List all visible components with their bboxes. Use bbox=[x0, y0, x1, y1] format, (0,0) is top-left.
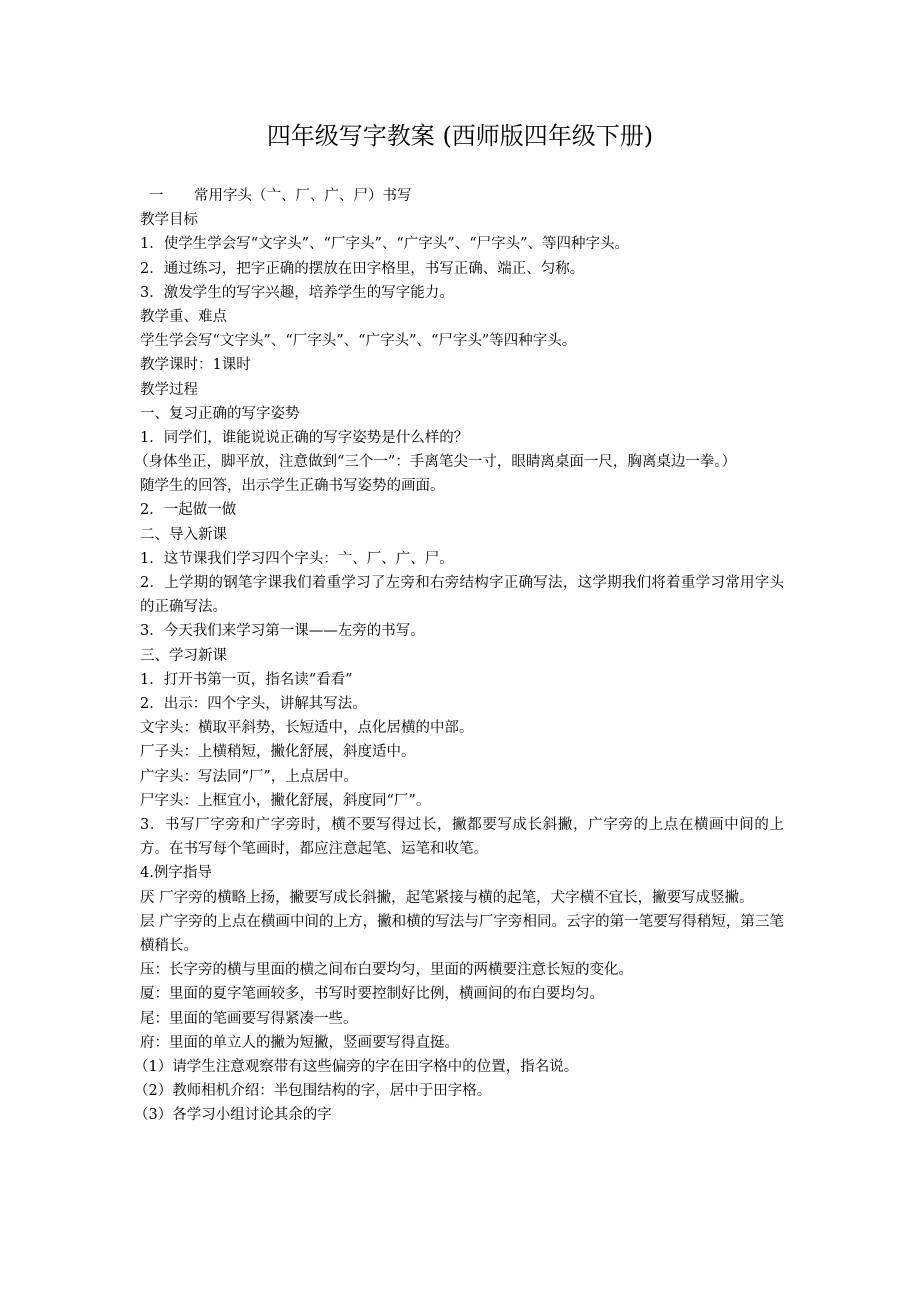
paragraph-shi-head: 尸字头：上框宜小，撇化舒展，斜度同“厂”。 bbox=[140, 792, 431, 809]
paragraph-key-points-heading: 教学重、难点 bbox=[140, 308, 227, 325]
paragraph-open-book: 1．打开书第一页，指名读“看看” bbox=[140, 671, 353, 688]
paragraph-wen-head: 文字头：横取平斜势，长短适中，点化居横的中部。 bbox=[140, 720, 474, 737]
paragraph-goal-2: 2．通过练习，把字正确的摆放在田字格里，书写正确、端正、匀称。 bbox=[140, 260, 585, 277]
paragraph-example-fu: 府：里面的单立人的撇为短撇，竖画要写得直挺。 bbox=[140, 1034, 459, 1051]
paragraph-example-ceng: 层 广字旁的上点在横画中间的上方，撇和横的写法与厂字旁相同。云字的第一笔要写得稍短，第三笔横稍长。 bbox=[140, 913, 784, 954]
paragraph-key-points: 学生学会写“文字头”、“厂字头”、“广字头”、“尸字头”等四种字头。 bbox=[140, 333, 577, 350]
paragraph-example-heading: 4.例字指导 bbox=[140, 865, 212, 882]
paragraph-first-lesson: 3．今天我们来学习第一课——左旁的书写。 bbox=[140, 623, 425, 640]
paragraph-question: 1．同学们，谁能说说正确的写字姿势是什么样的？ bbox=[140, 429, 469, 446]
paragraph-chang-head: 厂子头：上横稍短，撇化舒展，斜度适中。 bbox=[140, 744, 416, 761]
paragraph-section-three: 三、学习新课 bbox=[140, 647, 227, 664]
paragraph-process-heading: 教学过程 bbox=[140, 381, 198, 398]
paragraph-step-2: （2）教师相机介绍：半包围结构的字，居中于田字格。 bbox=[134, 1083, 492, 1100]
paragraph-step-1: （1）请学生注意观察带有这些偏旁的字在田字格中的位置，指名说。 bbox=[134, 1058, 579, 1075]
lesson-title: 常用字头（亠、厂、广、尸）书写 bbox=[194, 188, 412, 204]
document-title: 四年级写字教案 (西师版四年级下册) bbox=[266, 122, 654, 150]
paragraph-example-wei: 尾：里面的笔画要写得紧凑一些。 bbox=[140, 1010, 358, 1027]
lesson-heading bbox=[140, 184, 784, 208]
lesson-number: 一 bbox=[149, 188, 164, 204]
paragraph-section-two: 二、导入新课 bbox=[140, 526, 227, 543]
paragraph-teaching-goals: 教学目标 bbox=[140, 212, 198, 229]
paragraph-guang-head: 广字头：写法同“厂”，上点居中。 bbox=[140, 768, 358, 785]
paragraph-last-term: 2．上学期的钢笔字课我们着重学习了左旁和右旁结构字正确写法，这学期我们将着重学习常用字头的正确写法。 bbox=[140, 575, 784, 616]
paragraph-section-one: 一、复习正确的写字姿势 bbox=[140, 405, 300, 422]
paragraph-show-heads: 2．出示：四个字头，讲解其写法。 bbox=[140, 695, 367, 712]
paragraph-do-together: 2．一起做一做 bbox=[140, 502, 237, 519]
paragraph-example-yan: 厌 厂字旁的横略上扬，撇要写成长斜撇，起笔紧接与横的起笔，犬字横不宜长，撇要写成竖撇。 bbox=[140, 889, 754, 906]
paragraph-class-hours: 教学课时：1课时 bbox=[140, 357, 251, 374]
document-body bbox=[134, 184, 784, 1127]
paragraph-four-heads: 1．这节课我们学习四个字头：亠、厂、广、尸。 bbox=[140, 550, 454, 567]
paragraph-writing-tips: 3．书写厂字旁和广字旁时，横不要写得过长，撇都要写成长斜撇，广字旁的上点在横画中间的上方。在书写每个笔画时，都应注意起笔、运笔和收笔。 bbox=[140, 816, 784, 858]
paragraph-example-ya: 压：长字旁的横与里面的横之间布白要均匀，里面的两横要注意长短的变化。 bbox=[140, 962, 633, 979]
paragraph-step-3: （3）各学习小组讨论其余的字 bbox=[134, 1107, 332, 1124]
paragraph-show-posture: 随学生的回答，出示学生正确书写姿势的画面。 bbox=[140, 478, 445, 495]
paragraph-goal-1: 1．使学生学会写“文字头”、“厂字头”、“广字头”、“尸字头”、等四种字头。 bbox=[140, 236, 630, 253]
paragraph-example-sha: 厦：里面的夏字笔画较多，书写时要控制好比例，横画间的布白要均匀。 bbox=[140, 986, 604, 1003]
paragraph-posture-note: （身体坐正，脚平放，注意做到“三个一”：手离笔尖一寸，眼睛离桌面一尺，胸离桌边一拳。） bbox=[134, 454, 737, 471]
paragraph-goal-3: 3．激发学生的写字兴趣，培养学生的写字能力。 bbox=[140, 284, 454, 301]
